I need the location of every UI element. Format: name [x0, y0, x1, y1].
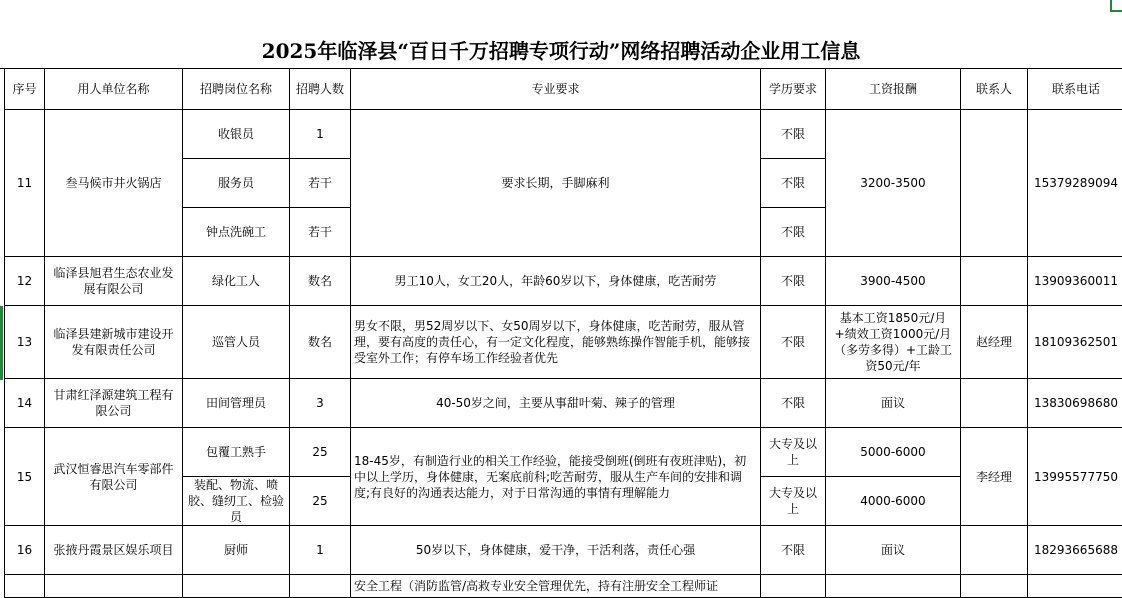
sheet-corner-marker [1110, 0, 1122, 12]
cell-position: 田间管理员 [183, 379, 290, 428]
cell-seq: 15 [5, 428, 45, 526]
table-row [5, 526, 1122, 575]
cell-contact [961, 110, 1028, 257]
cell-salary: 3200-3500 [826, 110, 961, 257]
cell-position: 绿化工人 [183, 257, 290, 306]
table-row [5, 379, 1122, 428]
cell-phone: 15379289094 [1028, 110, 1122, 257]
cell-education: 不限 [761, 208, 826, 257]
cell-education: 不限 [761, 526, 826, 575]
header-education: 学历要求 [761, 69, 826, 110]
cell-count: 若干 [290, 159, 351, 208]
cell-contact: 李经理 [961, 428, 1028, 526]
table-row [5, 306, 1122, 379]
cell-company: 武汉恒睿思汽车零部件有限公司 [45, 428, 183, 526]
cell-salary: 基本工资1850元/月+绩效工资1000元/月（多劳多得）+工龄工资50元/年 [826, 306, 961, 379]
cell-count: 数名 [290, 306, 351, 379]
cell-salary: 4000-6000 [826, 477, 961, 526]
cell-salary: 3900-4500 [826, 257, 961, 306]
cell-company: 张掖丹霞景区娱乐项目 [45, 526, 183, 575]
cell-count: 若干 [290, 208, 351, 257]
cell-company: 临泽县旭君生态农业发展有限公司 [45, 257, 183, 306]
cell-contact [961, 575, 1028, 598]
table-row [5, 428, 1122, 477]
cell-position [183, 575, 290, 598]
cell-requirements: 40-50岁之间，主要从事甜叶菊、辣子的管理 [351, 379, 761, 428]
cell-position: 巡管人员 [183, 306, 290, 379]
cell-education: 大专及以上 [761, 428, 826, 477]
cell-contact [961, 257, 1028, 306]
cell-count: 25 [290, 477, 351, 526]
table-row [5, 257, 1122, 306]
table-row-partial [5, 575, 1122, 598]
cell-phone: 13909360011 [1028, 257, 1122, 306]
cell-salary: 5000-6000 [826, 428, 961, 477]
header-contact: 联系人 [961, 69, 1028, 110]
cell-contact: 赵经理 [961, 306, 1028, 379]
header-count: 招聘人数 [290, 69, 351, 110]
cell-requirements: 50岁以下，身体健康，爱干净，干活利落，责任心强 [351, 526, 761, 575]
cell-phone [1028, 575, 1122, 598]
cell-salary: 面议 [826, 379, 961, 428]
cell-company: 甘肃红泽源建筑工程有限公司 [45, 379, 183, 428]
cell-seq: 14 [5, 379, 45, 428]
header-row [5, 69, 1122, 110]
cell-phone: 13830698680 [1028, 379, 1122, 428]
cell-position: 服务员 [183, 159, 290, 208]
cell-seq: 11 [5, 110, 45, 257]
cell-position: 厨师 [183, 526, 290, 575]
cell-salary [826, 575, 961, 598]
cell-phone: 13995577750 [1028, 428, 1122, 526]
header-company: 用人单位名称 [45, 69, 183, 110]
cell-company: 临泽县建新城市建设开发有限责任公司 [45, 306, 183, 379]
cell-requirements-text: 安全工程（消防监管/高救专业安全管理优先，持有注册安全工程师证 [354, 579, 757, 593]
recruitment-table [4, 68, 1122, 598]
selected-row-indicator [0, 306, 3, 380]
header-salary: 工资报酬 [826, 69, 961, 110]
cell-requirements: 男工10人，女工20人，年龄60岁以下，身体健康，吃苦耐劳 [351, 257, 761, 306]
cell-requirements: 男女不限，男52周岁以下、女50周岁以下，身体健康，吃苦耐劳，服从管理，要有高度的责任心，有一定文化程度，能够熟练操作智能手机，能够接受室外工作；有停车场工作经验者优先 [351, 306, 761, 379]
cell-requirements: 18-45岁，有制造行业的相关工作经验，能接受倒班(倒班有夜班津贴)，初中以上学历，身体健康，无案底前科;吃苦耐劳，服从生产车间的安排和调度;有良好的沟通表达能力，对于日常沟通的事情有理解能力 [351, 428, 761, 526]
header-phone: 联系电话 [1028, 69, 1122, 110]
cell-requirements: 要求长期，手脚麻利 [351, 110, 761, 257]
cell-count [290, 575, 351, 598]
cell-education: 不限 [761, 257, 826, 306]
cell-position: 装配、物流、喷胶、缝纫工、检验员 [183, 477, 290, 526]
cell-education: 不限 [761, 306, 826, 379]
cell-education [761, 575, 826, 598]
cell-seq [5, 575, 45, 598]
cell-company: 叁马候市井火锅店 [45, 110, 183, 257]
header-requirements: 专业要求 [351, 69, 761, 110]
table-row [5, 110, 1122, 159]
cell-phone: 18109362501 [1028, 306, 1122, 379]
page-title: 2025年临泽县“百日千万招聘专项行动”网络招聘活动企业用工信息 [0, 34, 1122, 69]
header-seq: 序号 [5, 69, 45, 110]
cell-salary: 面议 [826, 526, 961, 575]
cell-seq: 12 [5, 257, 45, 306]
cell-count: 3 [290, 379, 351, 428]
cell-contact [961, 526, 1028, 575]
cell-education: 大专及以上 [761, 477, 826, 526]
cell-count: 1 [290, 526, 351, 575]
cell-seq: 13 [5, 306, 45, 379]
cell-position: 收银员 [183, 110, 290, 159]
cell-education: 不限 [761, 379, 826, 428]
cell-count: 25 [290, 428, 351, 477]
header-position: 招聘岗位名称 [183, 69, 290, 110]
cell-requirements [351, 575, 761, 598]
cell-count: 数名 [290, 257, 351, 306]
cell-phone: 18293665688 [1028, 526, 1122, 575]
cell-position: 钟点洗碗工 [183, 208, 290, 257]
cell-position: 包覆工熟手 [183, 428, 290, 477]
cell-education: 不限 [761, 159, 826, 208]
cell-education: 不限 [761, 110, 826, 159]
cell-seq: 16 [5, 526, 45, 575]
cell-count: 1 [290, 110, 351, 159]
cell-company [45, 575, 183, 598]
top-band [0, 0, 1122, 34]
cell-contact [961, 379, 1028, 428]
